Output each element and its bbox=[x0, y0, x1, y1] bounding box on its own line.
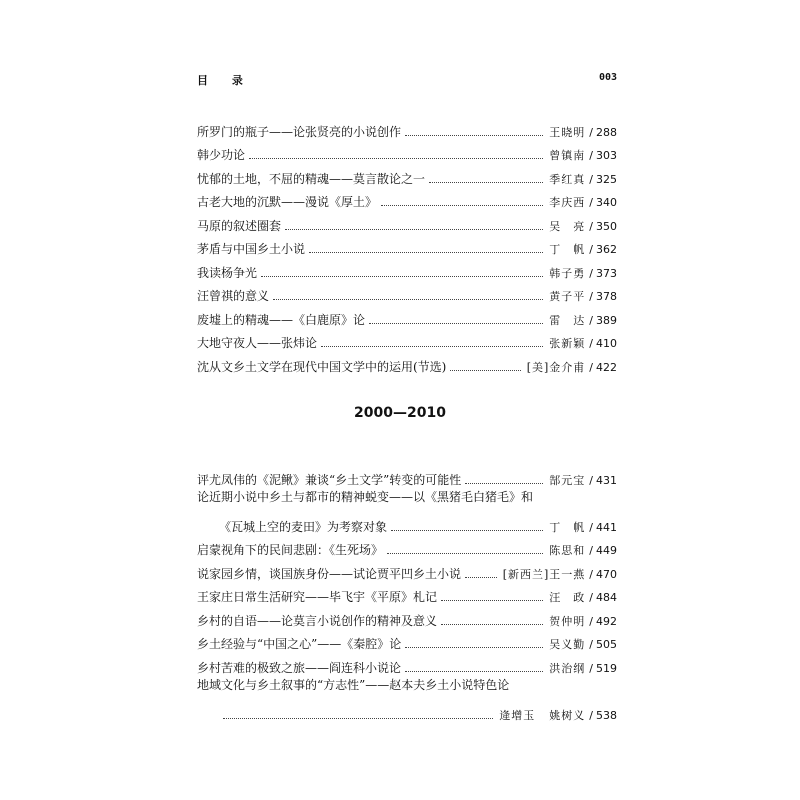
entry-author: 曾镇南 bbox=[549, 149, 586, 162]
section-heading-2000-2010: 2000—2010 bbox=[354, 405, 446, 421]
entry-title: 评尤凤伟的《泥鳅》兼谈“乡土文学”转变的可能性 bbox=[197, 472, 462, 487]
entry-title: 茅盾与中国乡土小说 bbox=[197, 242, 306, 256]
toc-entry-title-line[interactable]: 地域文化与乡土叙事的“方志性”——赵本夫乡土小说特色论 bbox=[197, 677, 510, 692]
entry-title: 王家庄日常生活研究——毕飞宇《平原》札记 bbox=[197, 590, 438, 604]
entry-page: 288 bbox=[596, 125, 617, 139]
entry-author: 雷 达 bbox=[549, 313, 586, 327]
entry-author: 季红真 bbox=[549, 172, 586, 186]
running-header bbox=[197, 72, 617, 88]
toc-entry[interactable] bbox=[197, 326, 617, 350]
separator: / bbox=[589, 125, 593, 139]
separator: / bbox=[589, 591, 593, 604]
entry-page: 431 bbox=[596, 473, 617, 487]
toc-entry[interactable] bbox=[197, 138, 617, 162]
entry-author: 丁 帆 bbox=[549, 520, 586, 534]
entry-page: 350 bbox=[596, 219, 617, 233]
separator: / bbox=[589, 661, 593, 675]
entry-page: 422 bbox=[596, 360, 617, 374]
leader-dots bbox=[369, 323, 543, 324]
leader-dots bbox=[261, 276, 543, 277]
leader-dots bbox=[405, 671, 543, 672]
entry-page: 389 bbox=[596, 313, 617, 327]
separator: / bbox=[589, 473, 593, 487]
entry-title: 马原的叙述圈套 bbox=[197, 218, 282, 233]
header-section-label: 目 录 bbox=[197, 74, 253, 87]
leader-dots bbox=[429, 182, 543, 183]
entry-author: 吴义勤 bbox=[549, 638, 586, 651]
toc-entry[interactable] bbox=[197, 462, 617, 486]
toc-section-1 bbox=[197, 114, 617, 373]
toc-section-2 bbox=[197, 462, 617, 721]
entry-title: 忧郁的土地，不屈的精魂——莫言散论之一 bbox=[197, 171, 426, 186]
entry-author: [美]金介甫 bbox=[526, 360, 586, 374]
entry-title: 乡土经验与“中国之心”——《秦腔》论 bbox=[197, 637, 402, 651]
toc-entry[interactable] bbox=[197, 533, 617, 557]
entry-page: 505 bbox=[596, 638, 617, 651]
toc-entry[interactable] bbox=[197, 279, 617, 303]
separator: / bbox=[589, 638, 593, 651]
separator: / bbox=[589, 266, 593, 280]
toc-entry[interactable] bbox=[197, 255, 617, 279]
entry-author: 陈思和 bbox=[549, 544, 586, 557]
toc-entry[interactable] bbox=[197, 185, 617, 209]
entry-author: 丁 帆 bbox=[549, 243, 586, 256]
entry-title: 我读杨争光 bbox=[197, 265, 258, 280]
separator: / bbox=[589, 290, 593, 303]
entry-title: 说家园乡情，谈国族身份——试论贾平凹乡土小说 bbox=[197, 566, 462, 581]
entry-author: 汪 政 bbox=[549, 591, 586, 604]
toc-entry[interactable] bbox=[197, 349, 617, 373]
separator: / bbox=[589, 567, 593, 581]
entry-title: 韩少功论 bbox=[197, 148, 246, 162]
toc-entry[interactable] bbox=[197, 627, 617, 651]
toc-entry[interactable] bbox=[197, 161, 617, 185]
entry-author: 逄增玉 bbox=[499, 708, 536, 722]
separator: / bbox=[589, 313, 593, 327]
leader-dots bbox=[441, 600, 543, 601]
leader-dots bbox=[441, 624, 543, 625]
entry-page: 340 bbox=[596, 196, 617, 209]
entry-author: 张新颖 bbox=[549, 337, 586, 350]
leader-dots bbox=[285, 229, 543, 230]
entry-title: 废墟上的精魂——《白鹿原》论 bbox=[197, 312, 366, 327]
entry-author: 王晓明 bbox=[549, 125, 586, 139]
leader-dots bbox=[387, 553, 543, 554]
entry-title: 《瓦城上空的麦田》为考察对象 bbox=[219, 519, 388, 534]
entry-author: 吴 亮 bbox=[549, 219, 586, 233]
separator: / bbox=[589, 243, 593, 256]
entry-author: 贺仲明 bbox=[549, 614, 586, 628]
entry-title: 古老大地的沉默——漫说《厚土》 bbox=[197, 195, 378, 209]
separator: / bbox=[589, 520, 593, 534]
entry-page: 441 bbox=[596, 520, 617, 534]
separator: / bbox=[589, 172, 593, 186]
entry-title: 乡村的自语——论莫言小说创作的精神及意义 bbox=[197, 613, 438, 628]
separator: / bbox=[589, 614, 593, 628]
toc-entry[interactable] bbox=[197, 697, 617, 721]
entry-title: 沈从文乡土文学在现代中国文学中的运用(节选) bbox=[197, 359, 447, 374]
leader-dots bbox=[321, 346, 543, 347]
entry-author: 姚树义 bbox=[549, 708, 586, 722]
separator: / bbox=[589, 708, 593, 722]
entry-author: 郜元宝 bbox=[549, 473, 586, 487]
entry-page: 492 bbox=[596, 614, 617, 628]
entry-author: 韩子勇 bbox=[549, 266, 586, 280]
entry-page: 519 bbox=[596, 661, 617, 675]
entry-title: 大地守夜人——张炜论 bbox=[197, 336, 318, 350]
entry-page: 470 bbox=[596, 567, 617, 581]
toc-entry[interactable] bbox=[197, 603, 617, 627]
separator: / bbox=[589, 360, 593, 374]
leader-dots bbox=[223, 718, 493, 719]
entry-title: 启蒙视角下的民间悲剧：《生死场》 bbox=[197, 543, 384, 557]
entry-page: 538 bbox=[596, 708, 617, 722]
entry-page: 325 bbox=[596, 172, 617, 186]
leader-dots bbox=[405, 647, 543, 648]
entry-page: 378 bbox=[596, 290, 617, 303]
separator: / bbox=[589, 219, 593, 233]
entry-page: 449 bbox=[596, 544, 617, 557]
entry-page: 373 bbox=[596, 266, 617, 280]
entry-author: 黄子平 bbox=[549, 290, 586, 303]
toc-entry[interactable] bbox=[197, 509, 617, 533]
entry-title: 汪曾祺的意义 bbox=[197, 289, 270, 303]
leader-dots bbox=[249, 158, 543, 159]
entry-page: 303 bbox=[596, 149, 617, 162]
leader-dots bbox=[465, 577, 497, 578]
entry-page: 484 bbox=[596, 591, 617, 604]
entry-title: 所罗门的瓶子——论张贤亮的小说创作 bbox=[197, 124, 402, 139]
entry-title: 乡村苦难的极致之旅——阎连科小说论 bbox=[197, 660, 402, 675]
leader-dots bbox=[405, 135, 543, 136]
toc-entry[interactable] bbox=[197, 556, 617, 580]
toc-entry[interactable] bbox=[197, 302, 617, 326]
leader-dots bbox=[381, 205, 543, 206]
toc-entry[interactable] bbox=[197, 650, 617, 674]
toc-entry[interactable] bbox=[197, 580, 617, 604]
leader-dots bbox=[450, 370, 520, 371]
leader-dots bbox=[273, 299, 543, 300]
separator: / bbox=[589, 149, 593, 162]
toc-entry[interactable] bbox=[197, 208, 617, 232]
separator: / bbox=[589, 337, 593, 350]
toc-entry[interactable] bbox=[197, 114, 617, 138]
entry-page: 410 bbox=[596, 337, 617, 350]
toc-entry[interactable] bbox=[197, 232, 617, 256]
entry-author: 李庆西 bbox=[549, 196, 586, 209]
header-page-number: 003 bbox=[598, 72, 617, 83]
leader-dots bbox=[391, 530, 543, 531]
leader-dots bbox=[465, 483, 543, 484]
separator: / bbox=[589, 544, 593, 557]
separator: / bbox=[589, 196, 593, 209]
leader-dots bbox=[309, 252, 543, 253]
entry-author: [新西兰]王一燕 bbox=[502, 567, 586, 581]
toc-entry-title-line[interactable]: 论近期小说中乡土与都市的精神蜕变——以《黑猪毛白猪毛》和 bbox=[197, 489, 534, 504]
entry-author: 洪治纲 bbox=[549, 661, 586, 675]
entry-page: 362 bbox=[596, 243, 617, 256]
